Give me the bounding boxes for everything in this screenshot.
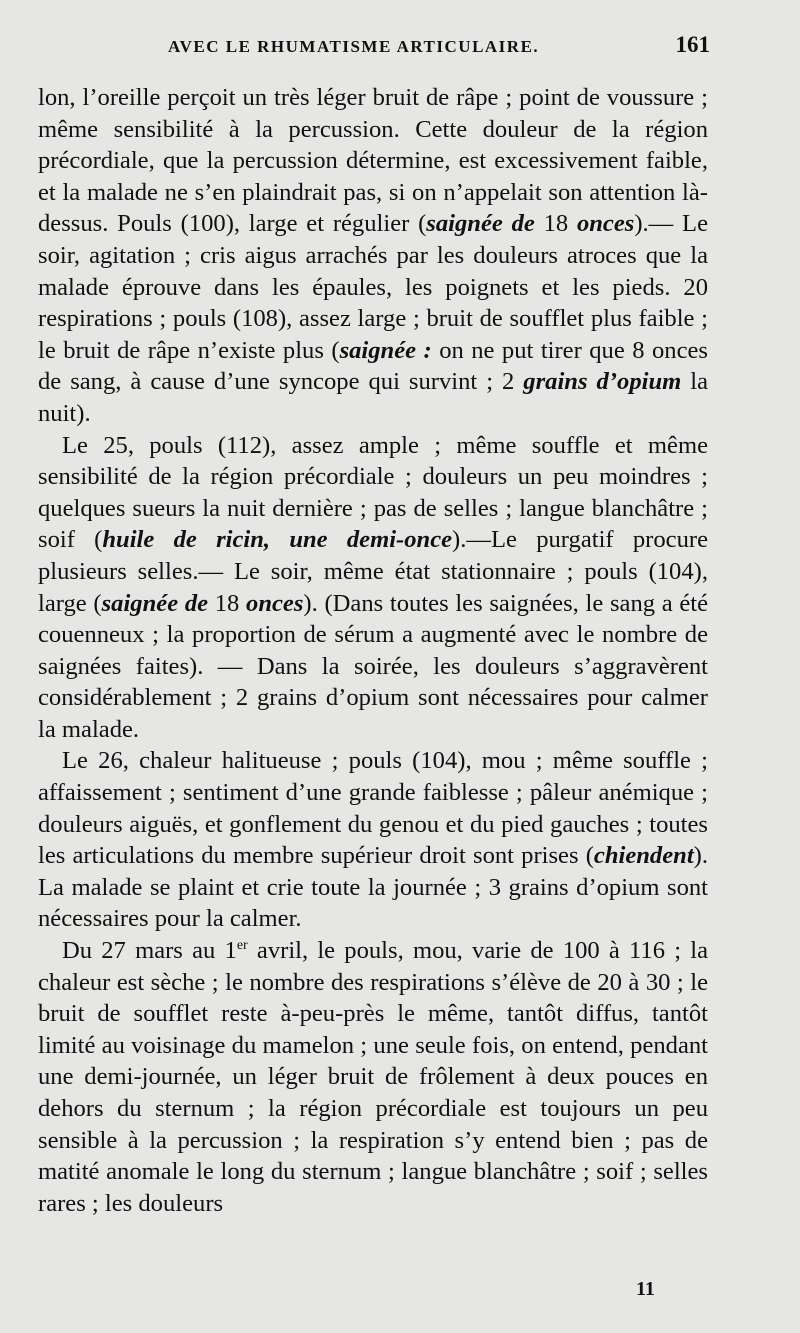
text-run: ).— Le soir, agitation ; cris aigus arrachés par les douleurs atroces que la malade éprouve dans les épaules, les poignets et les pieds. 20 respirations ; pouls (108), assez large ; bruit de soufflet plus faible ; le bruit de râpe n’existe plus ( <box>38 210 708 364</box>
text-run: la nuit). <box>38 368 709 427</box>
page-header <box>168 32 708 64</box>
italic-text: onces <box>246 589 304 617</box>
text-run: 18 <box>534 210 577 238</box>
italic-text: saignée de <box>101 589 209 617</box>
italic-text: grains d’opium <box>523 368 682 396</box>
text-run: ). La malade se plaint et crie toute la journée ; 3 grains d’opium sont nécessaires pour la calmer. <box>38 842 708 933</box>
paragraph <box>38 430 708 746</box>
paragraph <box>38 745 708 935</box>
text-run: lon, l’oreille perçoit un très léger bruit de râpe ; point de voussure ; même sensibilité à la percussion. Cette douleur de la région précordiale, que la percussion détermine, est excessivement faible, et la malade ne s’en plaindrait pas, si on n’appelait son attention là-dessus. Pouls (100), large et régulier ( <box>38 84 708 238</box>
running-head: AVEC LE RHUMATISME ARTICULAIRE. <box>168 37 540 56</box>
text-run: on ne put tirer que 8 onces de sang, à cause d’une syncope qui survint ; 2 <box>38 336 708 396</box>
italic-text: onces <box>576 210 635 238</box>
signature-mark: 11 <box>636 1278 655 1300</box>
paragraph <box>38 82 708 430</box>
text-run: avril, le pouls, mou, varie de 100 à 116 ; la chaleur est sèche ; le nombre des respirations s’élève de 20 à 30 ; le bruit de soufflet reste à-peu-près le même, tantôt diffus, tantôt limité au voisinage du mamelon ; une seule fois, on entend, pendant une demi-journée, un léger bruit de frôlement à deux pouces en dehors du sternum ; la région précordiale est toujours un peu sensible à la percussion ; la respiration s’y entend bien ; pas de matité anomale le long du sternum ; langue blanchâtre ; soif ; selles rares ; les douleurs <box>38 937 708 1217</box>
text-run: ). (Dans toutes les saignées, le sang a été couenneux ; la proportion de sérum a augmenté avec le nombre de saignées faites). — Dans la soirée, les douleurs s’aggravèrent considérablement ; 2 grains d’opium sont nécessaires pour calmer la malade. <box>38 589 709 743</box>
text-run: 18 <box>208 589 247 617</box>
text-run: Le 25, pouls (112), assez ample ; même souffle et même sensibilité de la région précordiale ; douleurs un peu moindres ; quelques sueurs la nuit dernière ; pas de selles ; langue blanchâtre ; soif ( <box>38 431 708 554</box>
text-run: Le 26, chaleur halitueuse ; pouls (104), mou ; même souffle ; affaissement ; sentiment d’une grande faiblesse ; pâleur anémique ; douleurs aiguës, et gonflement du genou et du pied gauches ; toutes les articulations du membre supérieur droit sont prises ( <box>38 747 708 870</box>
italic-text: huile de ricin, une demi-once <box>102 526 453 554</box>
italic-text: chiendent <box>593 842 694 870</box>
body-text <box>38 82 708 1219</box>
paragraph <box>38 935 708 1219</box>
italic-text: saignée de <box>426 210 535 238</box>
superscript: er <box>236 937 248 953</box>
text-run: ).—Le purgatif procure plusieurs selles.— Le soir, même état stationnaire ; pouls (104), large ( <box>38 526 708 617</box>
text-run: Du 27 mars au 1 <box>62 937 237 965</box>
page-number: 161 <box>675 32 710 57</box>
italic-text: saignée : <box>339 336 432 364</box>
